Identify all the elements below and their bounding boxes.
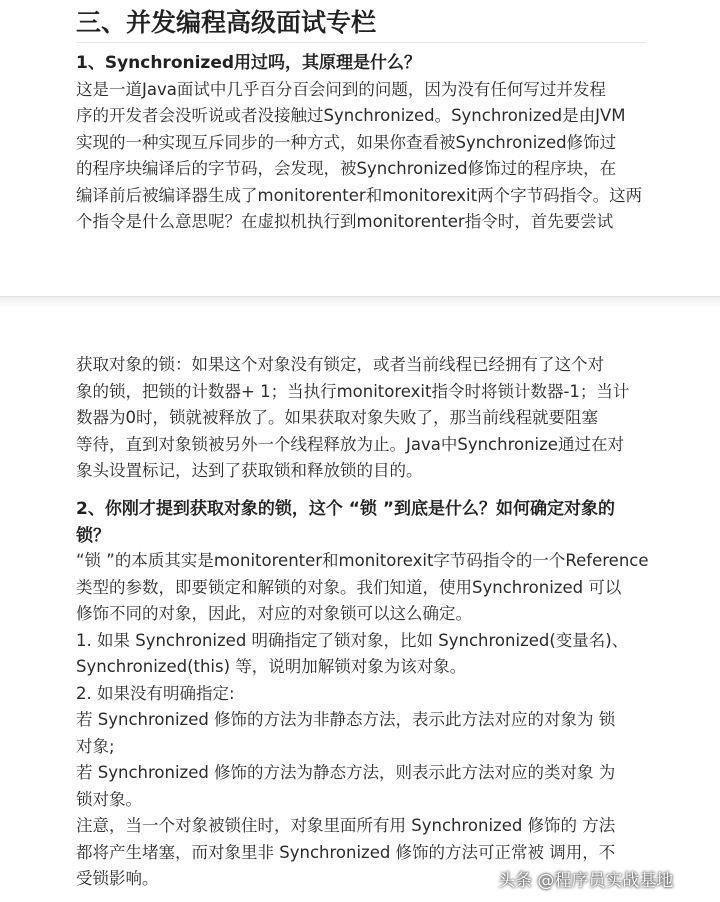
part2-block — [76, 352, 656, 485]
answer-2-block — [76, 548, 656, 893]
watermark-sub — [496, 878, 647, 897]
paragraph-line: 实现的一种实现互斥同步的一种方式，如果你查看被Synchronized修饰过 — [76, 132, 617, 152]
paragraph-line: 这是一道Java面试中几乎百分百会问到的问题，因为没有任何写过并发程 — [76, 79, 606, 99]
paragraph-line: 序的开发者会没听说或者没接触过Synchronized。Synchronized是由JVM — [76, 106, 626, 125]
paragraph-line: 的程序块编译后的字节码，会发现，被Synchronized修饰过的程序块，在 — [76, 159, 617, 178]
paragraph-line: 对象; — [76, 736, 115, 756]
part1-block — [76, 50, 656, 236]
paragraph-line: 编译前后被编译器生成了monitorenter和monitorexit两个字节码指令。这两 — [76, 185, 643, 205]
paragraph-line: 注意，当一个对象被锁住时，对象里面所有用 Synchronized 修饰的 方法 — [76, 816, 616, 835]
paragraph-line: 获取对象的锁：如果这个对象没有锁定，或者当前线程已经拥有了这个对 — [76, 355, 604, 374]
paragraph-line: 象头设置标记，达到了获取锁和释放锁的目的。 — [76, 461, 423, 480]
paragraph-line: 类型的参数，即要锁定和解锁的对象。我们知道，使用Synchronized 可以 — [76, 577, 622, 597]
paragraph-line: 若 Synchronized 修饰的方法为静态方法，则表示此方法对应的类对象 为 — [76, 763, 616, 782]
paragraph-line: 锁对象。 — [76, 789, 142, 809]
page-break-divider — [0, 296, 720, 309]
paragraph-line: 受锁影响。 — [76, 869, 159, 888]
question-1: 1、Synchronized用过吗，其原理是什么？ — [76, 53, 422, 73]
watermark-main: 头条 @程序员实战基地 — [498, 871, 674, 891]
paragraph-line: Synchronized(this) 等，说明加解锁对象为该对象。 — [76, 657, 467, 676]
paragraph-line: 1. 如果 Synchronized 明确指定了锁对象，比如 Synchronized(变量名)、 — [76, 630, 629, 650]
question-2: 2、你刚才提到获取对象的锁，这个 “锁 ”到底是什么？如何确定对象的 — [76, 499, 616, 519]
paragraph-line: 个指令是什么意思呢？在虚拟机执行到monitorenter指令时，首先要尝试 — [76, 212, 614, 231]
section-title: 三、并发编程高级面试专栏 — [76, 6, 646, 43]
question-2-cont: 锁？ — [76, 525, 110, 546]
paragraph-line: 等待，直到对象锁被另外一个线程释放为止。Java中Synchronize通过在对 — [76, 434, 624, 454]
paragraph-line: 都将产生堵塞，而对象里非 Synchronized 修饰的方法可正常被 调用，不 — [76, 842, 616, 862]
paragraph-line: 象的锁，把锁的计数器+ 1；当执行monitorexit指令时将锁计数器-1；当计 — [76, 381, 630, 401]
paragraph-line: 数器为0时，锁就被释放了。如果获取对象失败了，那当前线程就要阻塞 — [76, 408, 598, 427]
paragraph-line: 若 Synchronized 修饰的方法为非静态方法，表示此方法对应的对象为 锁 — [76, 710, 616, 729]
paragraph-line: “锁 ”的本质其实是monitorenter和monitorexit字节码指令的一个Reference — [76, 551, 649, 570]
question-2-block — [76, 496, 656, 549]
paragraph-line: 2. 如果没有明确指定: — [76, 683, 235, 703]
paragraph-line: 修饰不同的对象，因此，对应的对象锁可以这么确定。 — [76, 604, 472, 623]
